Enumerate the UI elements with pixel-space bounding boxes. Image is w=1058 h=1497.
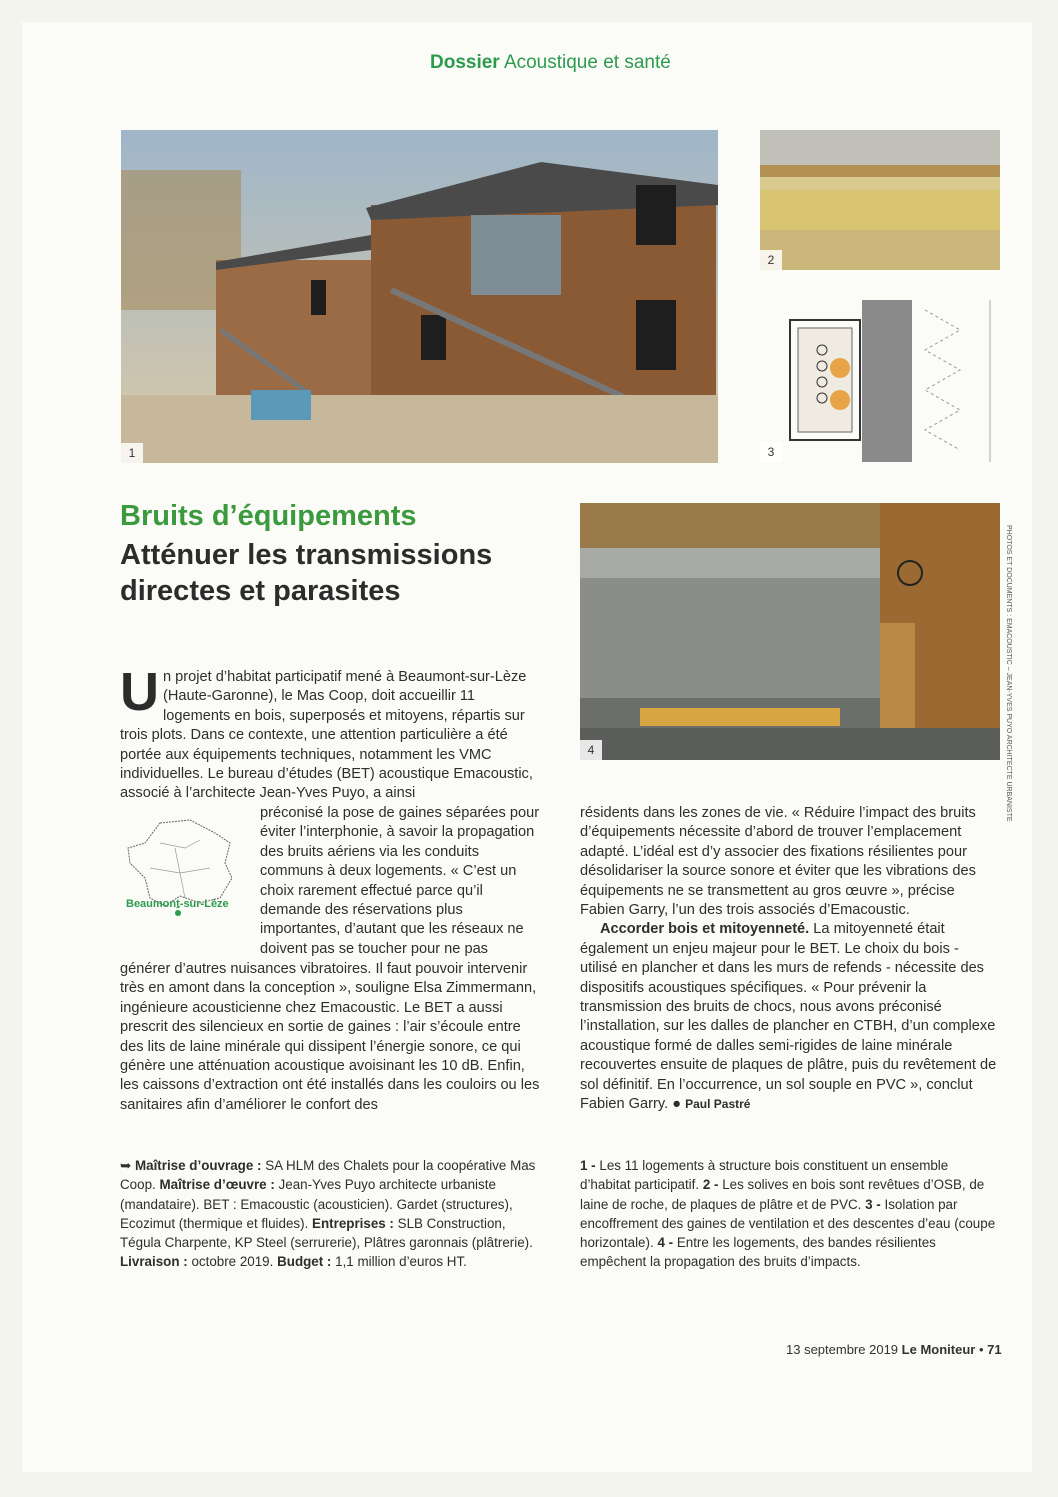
- article-col1-continued: générer d’autres nuisances vibratoires. Il faut pouvoir intervenir très en amont dans la conception », souligne Elsa Zimmermann, ingénieure acousticienne chez Emacoustic. Le BET a aussi prescrit des silencieux en sortie de gaines : l’air s’écoule entre des lits de laine minérale qui dissipent l’énergie sonore, ce qui génère une atténuation acoustique avoisinant les 10 dB. Enfin, les caissons d’extraction ont été installés dans les couloirs ou les sanitaires afin d’améliorer le confort des: [120, 961, 540, 1113]
- headline-kicker: Bruits d’équipements: [120, 500, 417, 532]
- article-paragraph: résidents dans les zones de vie. « Réduire l’impact des bruits d’équipements nécessite d’abord de trouver l’emplacement adapté. L’idéal est d’y associer des fixations résilientes pour désolidariser la source sonore et éviter que les vibrations des équipements ne se transmettent au gros œuvre », précise Fabien Garry, l’un des trois associés d’Emacoustic.: [580, 805, 976, 919]
- headline-title: Atténuer les transmissions directes et parasites: [120, 539, 493, 607]
- photo-4: [580, 503, 1000, 760]
- credit-label: Livraison :: [120, 1254, 188, 1270]
- photo-3-section-drawing: [760, 300, 1000, 462]
- author-bullet: ●: [672, 1096, 682, 1113]
- photo-number: 4: [580, 740, 602, 760]
- photo-captions: [580, 1156, 1000, 1272]
- rubric-dossier: Dossier: [430, 52, 500, 73]
- project-credits: [120, 1156, 542, 1272]
- subhead: Accorder bois et mitoyenneté.: [600, 921, 810, 938]
- article-col2: [580, 804, 1000, 1115]
- caption-text: Isolation par encoffrement des gaines de ventilation et des descentes d’eau (coupe horizontale).: [580, 1196, 996, 1251]
- magazine-name: Le Moniteur: [901, 1342, 976, 1357]
- caption-number: 3 -: [865, 1196, 881, 1212]
- location-map: [120, 818, 242, 923]
- photo-number: 1: [121, 443, 143, 463]
- photo-2: [760, 130, 1000, 270]
- credit-label: Maîtrise d’œuvre :: [159, 1177, 275, 1193]
- photo-number: 2: [760, 250, 782, 270]
- credit-value: SA HLM des Chalets pour la coopérative Mas Coop.: [120, 1158, 536, 1193]
- arrow-icon: ➥: [120, 1158, 132, 1173]
- caption-text: Entre les logements, des bandes résilientes empêchent la propagation des bruits d’impacts.: [580, 1235, 936, 1270]
- article-col1-wrap: préconisé la pose de gaines séparées pour éviter l’interphonie, à savoir la propagation des bruits aériens via les conduits communs à deux logements. « C’est un choix rarement effectué parce qu’il demande des réservations plus importantes, d’autant que les réseaux ne doivent pas se toucher pour ne pas: [260, 805, 540, 957]
- article-paragraph: La mitoyenneté était également un enjeu majeur pour le BET. Le choix du bois - utilisé en plancher et dans les murs de refends - nécessite des dispositifs acoustiques spécifiques. « Pour prévenir la transmission des bruits de chocs, nous avons préconisé l’installation, sur les dalles de plancher en CTBH, d’un complexe acoustique formé de dalles semi-rigides de laine minérale recouvertes ensuite de plaques de plâtre, puis du revêtement de sol définitif. En l’occurrence, un sol souple en PVC », conclut Fabien Garry.: [580, 921, 997, 1113]
- caption-number: 2 -: [702, 1177, 719, 1193]
- credit-label: Budget :: [277, 1254, 332, 1270]
- caption-number: 4 -: [657, 1235, 674, 1251]
- section-rubric: [430, 52, 671, 74]
- author-name: Paul Pastré: [685, 1097, 751, 1112]
- credit-label: Maîtrise d’ouvrage :: [134, 1158, 262, 1173]
- credit-value: Jean-Yves Puyo architecte urbaniste (mandataire). BET : Emacoustic (acousticien). Gardet (structures), Ecozimut (thermique et fluides).: [120, 1177, 513, 1231]
- credit-value: octobre 2019.: [191, 1254, 274, 1270]
- article-col1-intro: [120, 662, 540, 804]
- article-paragraph: n projet d’habitat participatif mené à Beaumont-sur-Lèze (Haute-Garonne), le Mas Coop, doit accueillir 11 logements en bois, superposés et mitoyens, répartis sur trois plots. Dans ce contexte, une attention particulière a été portée aux équipements techniques, notamment les VMC individuelles. Le bureau d’études (BET) acoustique Emacoustic, associé à l’architecte Jean-Yves Puyo, a ainsi: [120, 669, 533, 802]
- caption-number: 1 -: [580, 1158, 596, 1173]
- map-location-marker: [175, 910, 181, 916]
- credit-value: 1,1 million d’euros HT.: [335, 1254, 467, 1270]
- credit-label: Entreprises :: [312, 1215, 394, 1231]
- caption-text: Les 11 logements à structure bois constituent un ensemble d’habitat participatif.: [580, 1158, 949, 1193]
- drop-cap: U: [120, 662, 159, 722]
- caption-text: Les solives en bois sont revêtues d’OSB, de laine de roche, de plaques de plâtre et de PVC.: [580, 1177, 985, 1212]
- page-footer: [786, 1342, 1002, 1357]
- map-location-label: Beaumont-sur-Lèze: [126, 898, 229, 910]
- photo-credit: PHOTOS ET DOCUMENTS : EMACOUSTIC – JEAN-YVES PUYO ARCHITECTE URBANISTE: [1005, 525, 1012, 822]
- photo-1: [121, 130, 718, 463]
- credit-value: SLB Construction, Tégula Charpente, KP Steel (serrurerie), Plâtres garonnais (plâtrerie).: [120, 1215, 533, 1251]
- footer-bullet: •: [978, 1342, 984, 1357]
- rubric-topic: Acoustique et santé: [503, 52, 671, 73]
- issue-date: 13 septembre 2019: [786, 1342, 899, 1357]
- page-number: 71: [987, 1342, 1002, 1357]
- photo-number: 3: [760, 442, 782, 462]
